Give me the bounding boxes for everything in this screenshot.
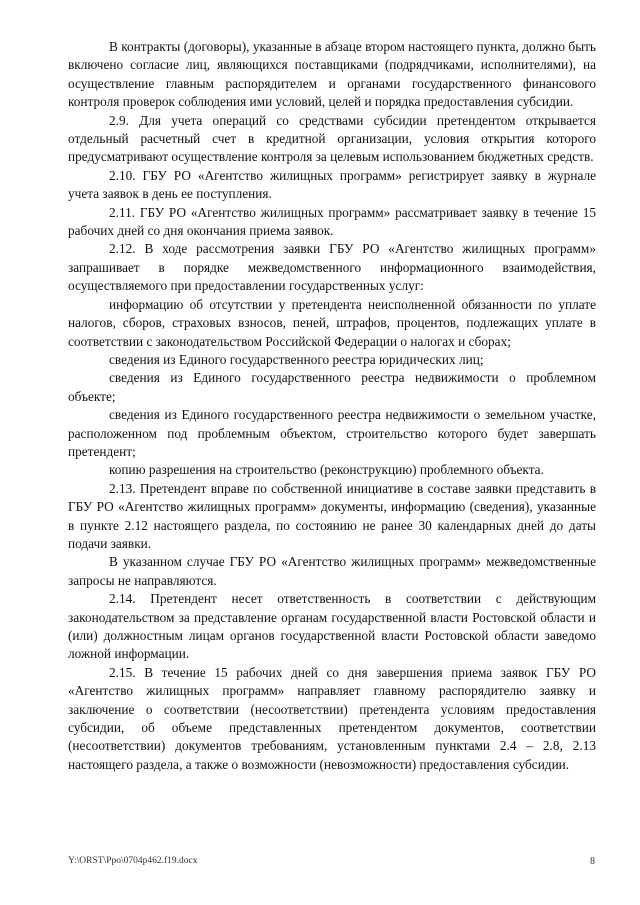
paragraph-no-requests: В указанном случае ГБУ РО «Агентство жилищных программ» межведомственные запросы не направляются. (68, 554, 596, 588)
list-item-legal-entities-registry: сведения из Единого государственного реестра юридических лиц; (109, 351, 484, 367)
paragraph-2-12: 2.12. В ходе рассмотрения заявки ГБУ РО «Агентство жилищных программ» запрашивает в порядке межведомственного информационного взаимодействия, осуществляемого при предоставлении государственных услуг: (68, 241, 596, 294)
paragraph-2-13: 2.13. Претендент вправе по собственной инициативе в составе заявки представить в ГБУ РО «Агентство жилищных программ» документы, информацию (сведения), указанные в пункте 2.12 настоящего раздела, по состоянию не ранее 30 календарных дней до даты подачи заявки. (68, 480, 596, 551)
list-item-building-permit: копию разрешения на строительство (реконструкцию) проблемного объекта. (109, 462, 544, 478)
page-number: 8 (590, 856, 595, 867)
paragraph-2-11: 2.11. ГБУ РО «Агентство жилищных программ» рассматривает заявку в течение 15 рабочих дней со дня окончания приема заявок. (68, 204, 596, 239)
list-item-real-estate-problem-object: сведения из Единого государственного реестра недвижимости о проблемном объекте; (68, 370, 596, 404)
paragraph-2-14: 2.14. Претендент несет ответственность в соответствии с действующим законодательством за представление органам государственной власти Ростовской области и (или) должностным лицам органов государственной власти Ростовской области заведомо ложной информации. (68, 591, 596, 662)
paragraph-2-15: 2.15. В течение 15 рабочих дней со дня завершения приема заявок ГБУ РО «Агентство жилищных программ» направляет главному распорядителю заявку и заключение о соответствии (несоответствии) претендента условиям предоставления субсидии, об объеме представленных претендентом документов, соответствии (несоответствии) документов требованиям, установленным пунктами 2.4 – 2.8, 2.13 настоящего раздела, а также о возможности (невозможности) предоставления субсидии. (68, 664, 596, 772)
paragraph-contracts-consent: В контракты (договоры), указанные в абзаце втором настоящего пункта, должно быть включено согласие лиц, являющихся поставщиками (подрядчиками, исполнителями), на осуществление главным распорядителем и органами государственного финансового контроля проверок соблюдения ими условий, целей и порядка предоставления субсидии. (68, 39, 596, 110)
document-body (68, 38, 596, 774)
list-item-land-plot: сведения из Единого государственного реестра недвижимости о земельном участке, расположенном под проблемным объектом, строительство которого будет завершать претендент; (68, 407, 596, 459)
footer-file-path: Y:\ORST\Ppo\0704p462.f19.docx (68, 856, 198, 866)
paragraph-2-9: 2.9. Для учета операций со средствами субсидии претендентом открывается отдельный расчетный счет в кредитной организации, условия открытия которого предусматривают осуществление контроля за целевым использованием бюджетных средств. (68, 112, 596, 165)
paragraph-2-10: 2.10. ГБУ РО «Агентство жилищных программ» регистрирует заявку в журнале учета заявок в день ее поступления. (68, 167, 596, 202)
list-item-tax-info: информацию об отсутствии у претендента неисполненной обязанности по уплате налогов, сборов, страховых взносов, пеней, штрафов, процентов, подлежащих уплате в соответствии с законодательством Российской Федерации о налогах и сборах; (68, 296, 596, 349)
